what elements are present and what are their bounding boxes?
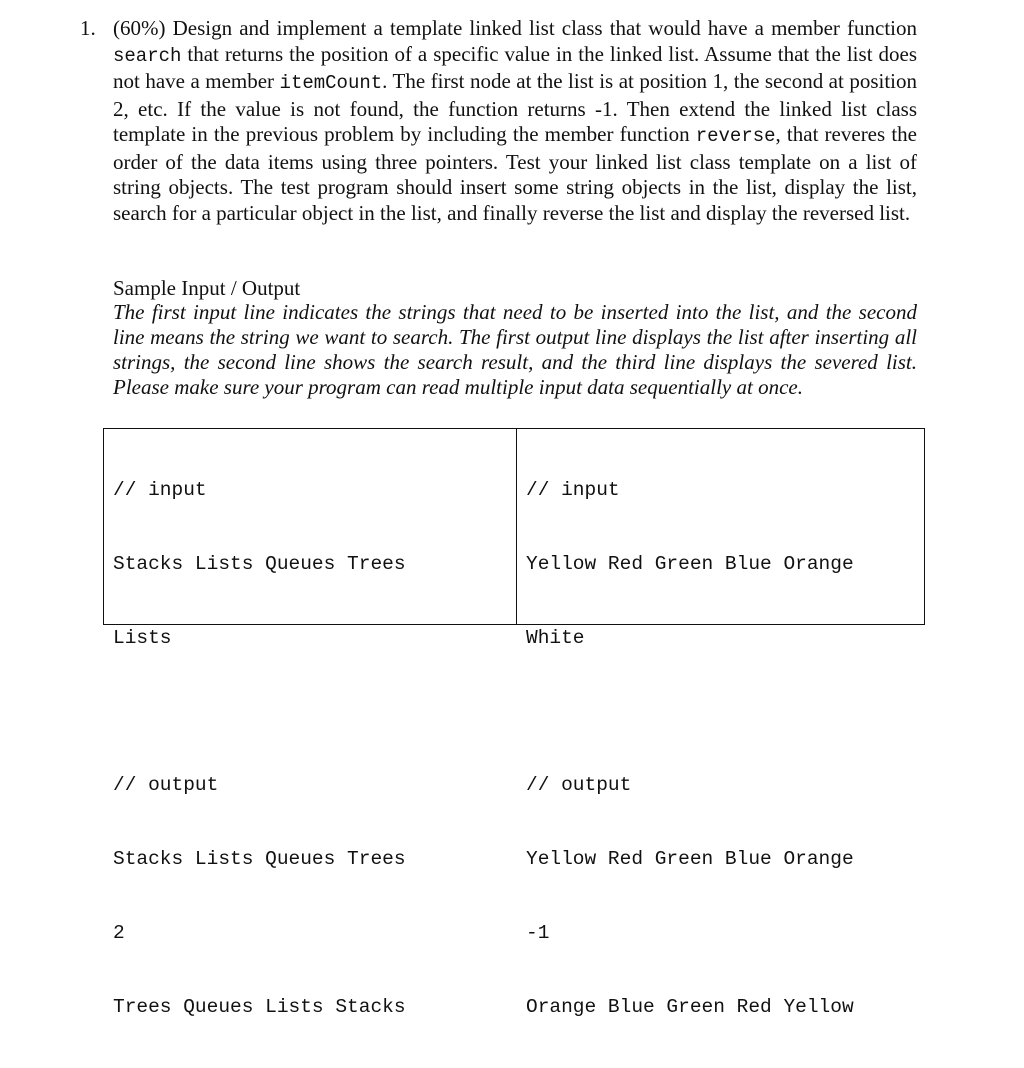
io-left-line: Lists: [113, 626, 172, 649]
io-right-line: // input: [526, 479, 620, 502]
question-text-part-2: that returns the position of a specific value in the linked list. Assume that the list does not have a member: [113, 41, 917, 93]
question-number: 1.: [80, 16, 96, 40]
io-right-line: // output: [526, 774, 632, 797]
io-left-line: Trees Queues Lists Stacks: [113, 995, 406, 1018]
io-left-line: // input: [113, 479, 207, 502]
code-itemcount: itemCount: [279, 72, 383, 94]
io-left-line: // output: [113, 774, 219, 797]
code-reverse: reverse: [695, 125, 776, 147]
io-right-line: -1: [526, 921, 550, 944]
sample-title: Sample Input / Output: [113, 276, 301, 300]
io-right-line: Yellow Red Green Blue Orange: [526, 552, 854, 575]
io-left-line: [113, 700, 516, 725]
io-column-left: [104, 429, 517, 1018]
question-weight: (60%): [113, 16, 166, 40]
io-right-line: White: [526, 626, 585, 649]
io-right-line: [526, 700, 924, 725]
code-search: search: [113, 44, 182, 67]
io-left-line: Stacks Lists Queues Trees: [113, 848, 406, 871]
question-text: [113, 16, 917, 226]
io-column-right: [517, 429, 924, 1018]
io-left-line: 2: [113, 921, 125, 944]
io-left-line: Stacks Lists Queues Trees: [113, 552, 406, 575]
sample-io-table: [103, 428, 925, 1018]
sample-description: The first input line indicates the strings that need to be inserted into the list, and the second line means the string we want to search. The first output line displays the list after inserting all strings, the second line shows the search result, and the third line displays the severed list. Please make sure your program can read multiple input data sequentially at once.: [113, 300, 917, 399]
io-right-line: Yellow Red Green Blue Orange: [526, 848, 854, 871]
io-right-line: Orange Blue Green Red Yellow: [526, 995, 854, 1018]
question-text-part-1: Design and implement a template linked list class that would have a member function: [165, 16, 917, 40]
question-text-part-3: . The first node at the list is at position 1, the second at position 2, etc. If the value is not found, the function returns -1. Then extend the linked list class template in the previous problem by including the member function: [113, 69, 917, 146]
question-text-part-4: , that reveres the order of the data items using three pointers. Test your linked list class template on a list of string objects. The test program should insert some string objects in the list, display the list, search for a particular object in the list, and finally reverse the list and display the reversed list.: [113, 122, 917, 225]
